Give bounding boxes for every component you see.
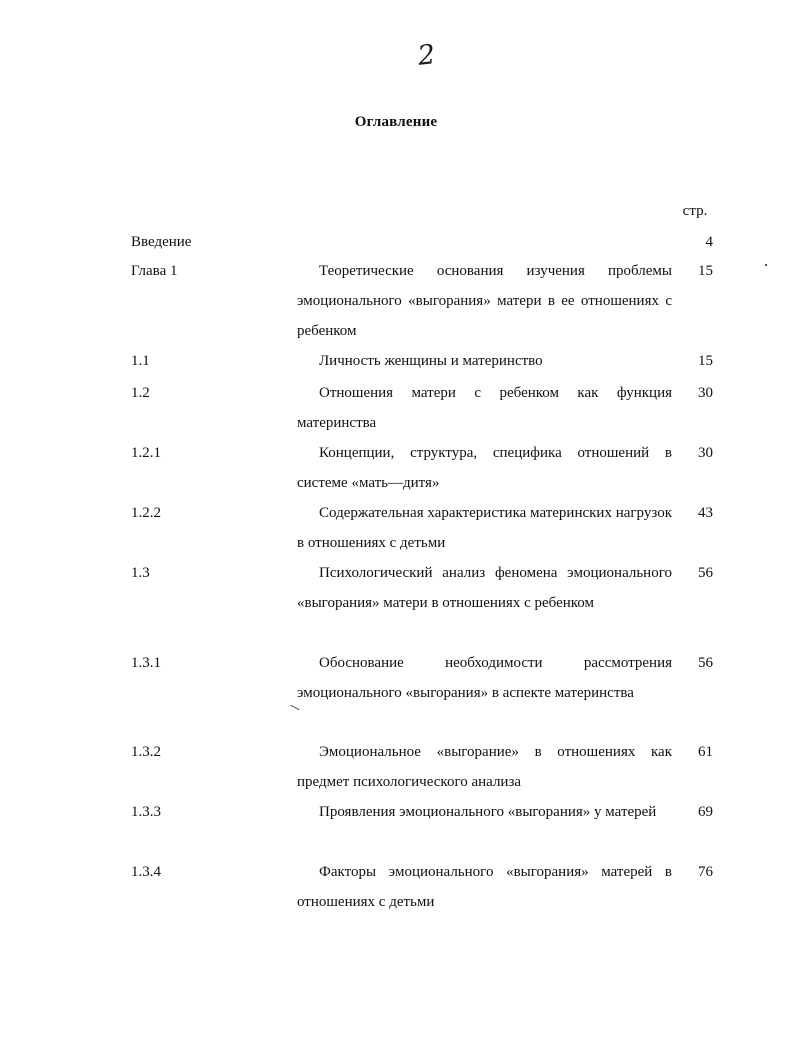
scan-speck [765, 264, 767, 266]
toc-entry-number: 1.2.1 [131, 445, 161, 461]
toc-entry-title: Содержательная характеристика материнских нагрузок в отношениях с детьми [297, 505, 672, 551]
toc-entry-title: Факторы эмоционального «выгорания» матерей в отношениях с детьми [297, 864, 672, 910]
page-title: Оглавление [354, 114, 438, 130]
toc-entry-page: 15 [698, 353, 713, 369]
toc-entry-page: 15 [698, 263, 713, 279]
toc-entry-title: Эмоциональное «выгорание» в отношениях как предмет психологического анализа [297, 744, 672, 790]
toc-entry-number: 1.3.4 [131, 864, 161, 880]
toc-entry-title: Проявления эмоционального «выгорания» у матерей [319, 804, 657, 820]
toc-entry-page: 4 [705, 234, 713, 250]
toc-entry-title: Личность женщины и материнство [319, 353, 543, 369]
toc-entry-number: 1.2 [131, 385, 150, 401]
toc-entry-title: Обоснование необходимости рассмотрения эмоционального «выгорания» в аспекте материнства [297, 655, 672, 701]
toc-entry-page: 56 [698, 565, 713, 581]
toc-entry-title: Теоретические основания изучения проблемы эмоционального «выгорания» матери в ее отношениях с ребенком [297, 263, 672, 339]
toc-entry-page: 30 [698, 385, 713, 401]
toc-entry-page: 43 [698, 505, 713, 521]
toc-entry-title: Отношения матери с ребенком как функция материнства [297, 385, 672, 431]
toc-entry-page: 69 [698, 804, 713, 820]
toc-entry-number: 1.3.3 [131, 804, 161, 820]
toc-entry-title: Концепции, структура, специфика отношений в системе «мать—дитя» [297, 445, 672, 491]
toc-entry-page: 61 [698, 744, 713, 760]
toc-entry-number: 1.3 [131, 565, 150, 581]
toc-entry-number: Глава 1 [131, 263, 178, 279]
toc-entry-number: 1.3.2 [131, 744, 161, 760]
toc-entry-number: 1.3.1 [131, 655, 161, 671]
toc-entry-number: 1.1 [131, 353, 150, 369]
toc-entry-page: 56 [698, 655, 713, 671]
page-column-header: стр. [682, 203, 708, 219]
toc-entry-number: Введение [131, 234, 192, 250]
toc-entry-page: 30 [698, 445, 713, 461]
toc-entry-number: 1.2.2 [131, 505, 161, 521]
toc-entry-page: 76 [698, 864, 713, 880]
toc-entry-title: Психологический анализ феномена эмоционального «выгорания» матери в отношениях с ребенком [297, 565, 672, 611]
handwritten-page-number: 2 [416, 39, 437, 72]
